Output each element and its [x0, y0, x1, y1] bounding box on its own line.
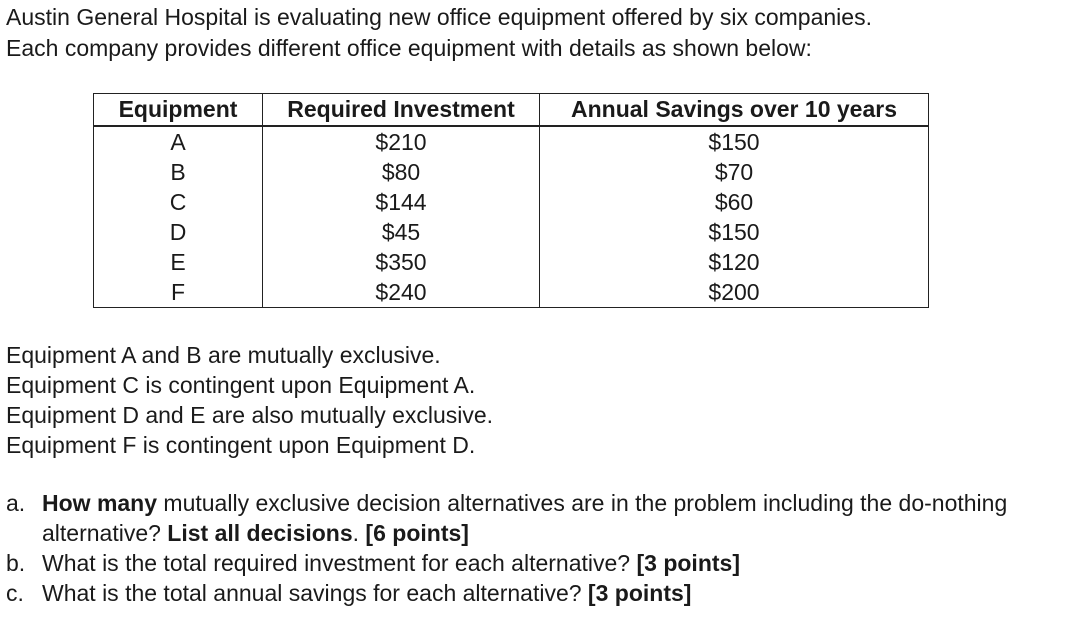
header-equipment: Equipment: [94, 94, 263, 127]
cell-equipment: E: [94, 247, 263, 277]
question-text: [42, 488, 1056, 548]
question-plain: What is the total required investment for each alternative?: [42, 550, 631, 576]
table-row: [94, 277, 929, 308]
table-header-row: [94, 94, 929, 127]
cell-investment: $210: [263, 126, 540, 157]
table-row: [94, 187, 929, 217]
constraints-list: [6, 340, 493, 460]
question-plain: What is the total annual savings for each alternative?: [42, 580, 582, 606]
question-emphasis: List all decisions: [160, 520, 353, 546]
question-c: [6, 578, 1056, 608]
question-letter: c.: [6, 580, 24, 606]
cell-savings: $150: [540, 126, 929, 157]
header-annual-savings: Annual Savings over 10 years: [540, 94, 929, 127]
cell-equipment: D: [94, 217, 263, 247]
question-emphasis: How many: [42, 490, 158, 516]
cell-investment: $45: [263, 217, 540, 247]
cell-equipment: B: [94, 157, 263, 187]
questions-list: [6, 488, 1056, 608]
cell-equipment: F: [94, 277, 263, 308]
question-text: [42, 548, 1056, 578]
table-row: [94, 157, 929, 187]
question-b: [6, 548, 1056, 578]
question-text: [42, 578, 1056, 608]
equipment-table: [93, 93, 929, 308]
question-letter: b.: [6, 550, 26, 576]
question-plain: mutually exclusive decision alternatives are in the problem including the do-nothing alternative?: [42, 490, 1008, 546]
cell-investment: $80: [263, 157, 540, 187]
constraint-line: Equipment C is contingent upon Equipment A.: [6, 372, 476, 398]
header-required-investment: Required Investment: [263, 94, 540, 127]
constraint-line: Equipment D and E are also mutually exclusive.: [6, 402, 494, 428]
cell-investment: $350: [263, 247, 540, 277]
question-points: [3 points]: [581, 580, 692, 606]
cell-savings: $60: [540, 187, 929, 217]
table-row: [94, 247, 929, 277]
table-row: [94, 217, 929, 247]
intro-line-1: Austin General Hospital is evaluating new office equipment offered by six companies.: [6, 4, 872, 30]
question-letter: a.: [6, 490, 26, 516]
cell-equipment: A: [94, 126, 263, 157]
cell-investment: $240: [263, 277, 540, 308]
cell-savings: $200: [540, 277, 929, 308]
cell-equipment: C: [94, 187, 263, 217]
question-plain: .: [352, 520, 360, 546]
cell-savings: $150: [540, 217, 929, 247]
cell-investment: $144: [263, 187, 540, 217]
constraint-line: Equipment A and B are mutually exclusive.: [6, 342, 441, 368]
question-points: [3 points]: [630, 550, 740, 576]
question-points: [6 points]: [359, 520, 469, 546]
table-row: [94, 126, 929, 157]
question-a: [6, 488, 1056, 548]
constraint-line: Equipment F is contingent upon Equipment D.: [6, 432, 476, 458]
cell-savings: $70: [540, 157, 929, 187]
intro-text: [6, 2, 872, 64]
cell-savings: $120: [540, 247, 929, 277]
intro-line-2: Each company provides different office equipment with details as shown below:: [6, 35, 812, 61]
